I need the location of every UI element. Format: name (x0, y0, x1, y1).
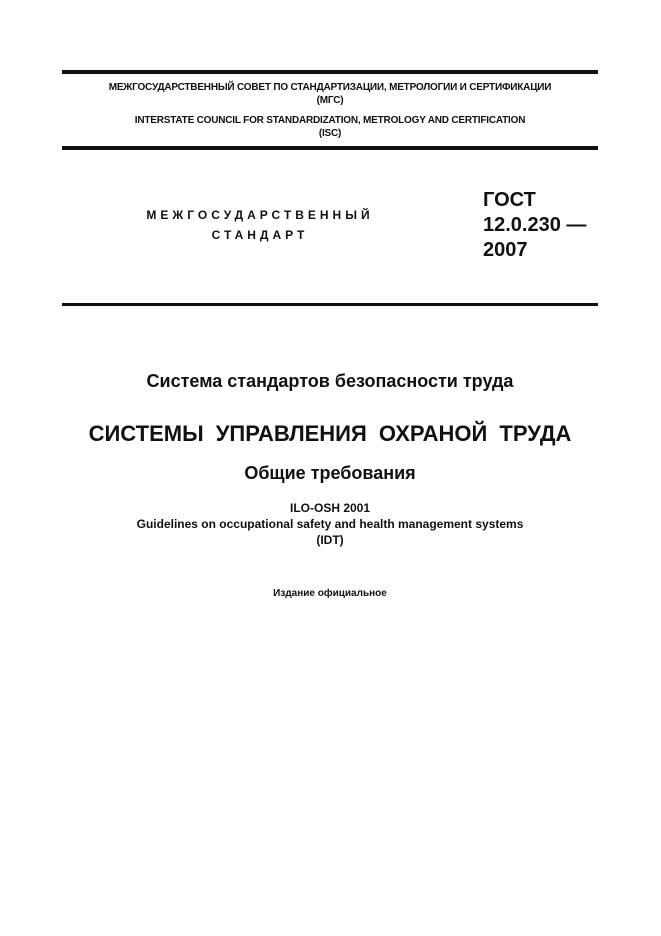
council-ru-name: МЕЖГОСУДАРСТВЕННЫЙ СОВЕТ ПО СТАНДАРТИЗАЦИИ, МЕТРОЛОГИИ И СЕРТИФИКАЦИИ (108, 82, 552, 93)
standard-type-line1: МЕЖГОСУДАРСТВЕННЫЙ (146, 208, 374, 222)
reference-title: Guidelines on occupational safety and health management systems (136, 517, 524, 531)
reference-degree: (IDT) (316, 533, 344, 547)
gost-designation (483, 188, 586, 263)
edition-note: Издание официальное (273, 588, 387, 599)
council-en-abbr: (ISC) (318, 128, 342, 139)
header-bottom-rule (62, 146, 598, 150)
top-rule (62, 70, 598, 74)
subtitle: Общие требования (244, 463, 416, 483)
designation-rule (62, 303, 598, 306)
reference-code: ILO-OSH 2001 (289, 501, 371, 515)
main-title: СИСТЕМЫ УПРАВЛЕНИЯ ОХРАНОЙ ТРУДА (88, 421, 572, 446)
gost-number: 12.0.230 — (483, 214, 587, 236)
gost-year: 2007 (483, 239, 528, 261)
council-en-name: INTERSTATE COUNCIL FOR STANDARDIZATION, METROLOGY AND CERTIFICATION (134, 115, 526, 126)
system-title: Система стандартов безопасности труда (146, 371, 514, 391)
council-ru-abbr: (МГС) (316, 95, 344, 106)
standard-type-line2: СТАНДАРТ (211, 228, 309, 242)
standard-type-label (100, 205, 420, 245)
council-ru (62, 81, 598, 107)
reference-block (62, 500, 598, 548)
gost-line1: ГОСТ (483, 189, 536, 211)
council-en (62, 114, 598, 140)
